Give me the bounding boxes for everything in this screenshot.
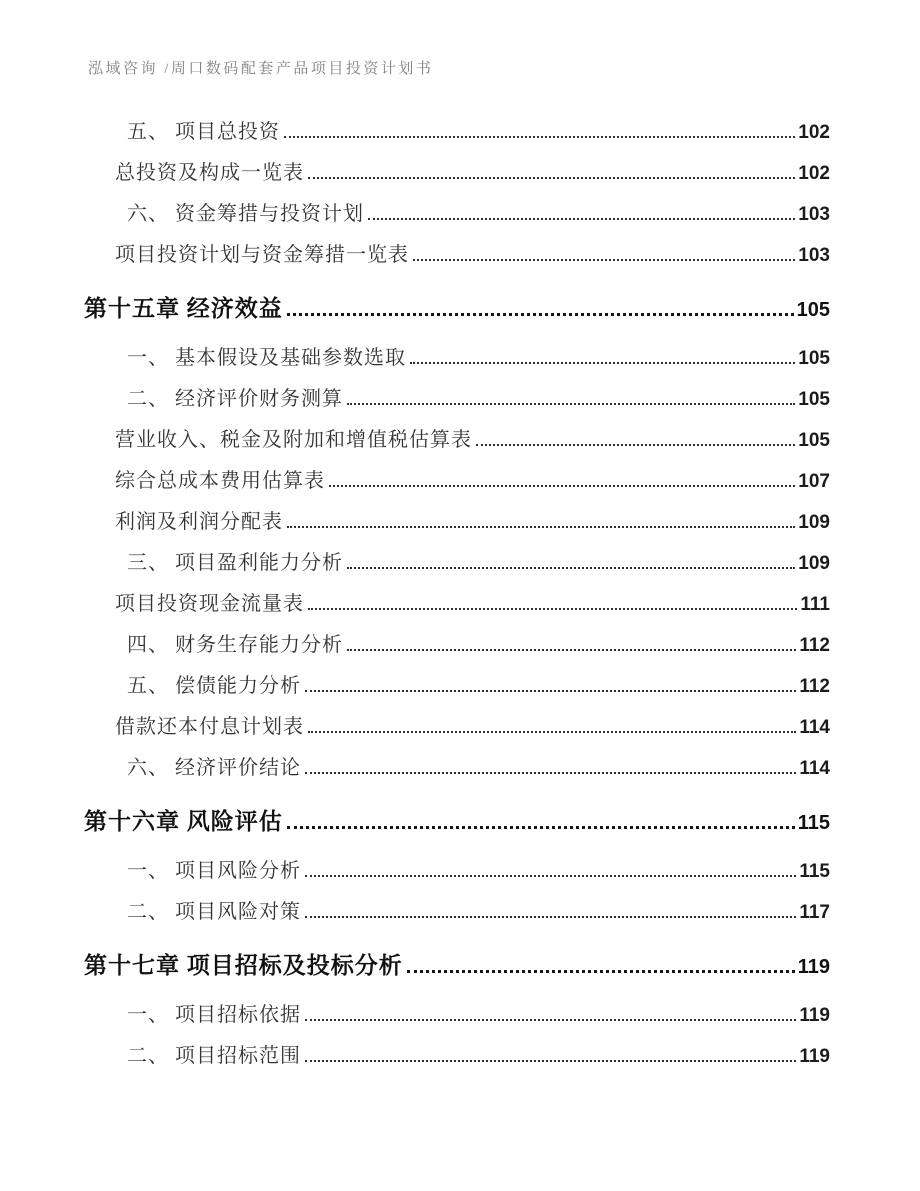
toc-entry-title: 借款还本付息计划表 <box>115 716 304 738</box>
toc-chapter-title: 第十五章 经济效益 <box>84 296 283 321</box>
page-number: 114 <box>799 758 830 779</box>
dot-leader <box>308 731 796 733</box>
toc-entry[interactable] <box>0 584 830 625</box>
page-number: 119 <box>799 1046 830 1067</box>
dot-leader <box>308 608 797 610</box>
toc-entry[interactable] <box>0 338 830 379</box>
toc-entry-title: 综合总成本费用估算表 <box>115 470 325 492</box>
toc-chapter-title: 第十七章 项目招标及投标分析 <box>84 953 403 978</box>
dot-leader <box>284 136 795 138</box>
toc-entry[interactable] <box>0 995 830 1036</box>
toc-entry[interactable] <box>0 851 830 892</box>
toc-entry-title: 一、 项目招标依据 <box>127 1004 301 1026</box>
toc-entry-title: 项目投资现金流量表 <box>115 593 304 615</box>
toc-entry-title: 三、 项目盈利能力分析 <box>127 552 343 574</box>
dot-leader <box>347 649 796 651</box>
toc-entry-title: 一、 项目风险分析 <box>127 860 301 882</box>
toc-entry[interactable] <box>0 892 830 933</box>
toc-entry-title: 六、 经济评价结论 <box>127 757 301 779</box>
page-number: 109 <box>798 512 830 533</box>
dot-leader <box>287 526 795 528</box>
toc-entry[interactable] <box>0 1036 830 1077</box>
page-number: 105 <box>798 348 830 369</box>
dot-leader <box>410 362 795 364</box>
dot-leader <box>305 1060 796 1062</box>
page-number: 115 <box>797 812 830 834</box>
toc-entry[interactable] <box>0 666 830 707</box>
page-number: 114 <box>799 717 830 738</box>
page-number: 103 <box>798 204 830 225</box>
dot-leader <box>305 772 796 774</box>
toc-chapter-entry[interactable] <box>0 945 830 987</box>
page-number: 103 <box>798 245 830 266</box>
toc-entry[interactable] <box>0 748 830 789</box>
dot-leader <box>305 875 796 877</box>
page-number: 109 <box>798 553 830 574</box>
toc-entry-title: 项目投资计划与资金筹措一览表 <box>115 244 409 266</box>
page-number: 105 <box>798 430 830 451</box>
toc-entry[interactable] <box>0 461 830 502</box>
dot-leader <box>287 313 794 316</box>
page-number: 112 <box>799 676 830 697</box>
table-of-contents <box>0 112 830 1077</box>
toc-entry[interactable] <box>0 707 830 748</box>
page-number: 105 <box>796 299 830 321</box>
toc-entry[interactable] <box>0 194 830 235</box>
page-number: 119 <box>799 1005 830 1026</box>
dot-leader <box>368 218 795 220</box>
toc-entry[interactable] <box>0 420 830 461</box>
dot-leader <box>476 444 795 446</box>
toc-entry-title: 五、 偿债能力分析 <box>127 675 301 697</box>
page-number: 107 <box>798 471 830 492</box>
document-header: 泓域咨询 /周口数码配套产品项目投资计划书 <box>88 61 434 77</box>
toc-chapter-title: 第十六章 风险评估 <box>84 809 283 834</box>
toc-entry[interactable] <box>0 112 830 153</box>
dot-leader <box>305 690 796 692</box>
dot-leader <box>287 826 795 829</box>
toc-entry[interactable] <box>0 502 830 543</box>
toc-entry[interactable] <box>0 543 830 584</box>
page-number: 115 <box>799 861 830 882</box>
toc-entry-title: 二、 项目风险对策 <box>127 901 301 923</box>
page-number: 102 <box>798 163 830 184</box>
toc-entry[interactable] <box>0 153 830 194</box>
toc-entry-title: 二、 项目招标范围 <box>127 1045 301 1067</box>
page-number: 119 <box>797 956 830 978</box>
dot-leader <box>305 1019 796 1021</box>
toc-entry-title: 营业收入、税金及附加和增值税估算表 <box>115 429 472 451</box>
page-number: 117 <box>799 902 830 923</box>
toc-entry[interactable] <box>0 379 830 420</box>
dot-leader <box>407 970 795 973</box>
page-number: 105 <box>798 389 830 410</box>
page-number: 111 <box>800 594 830 615</box>
toc-chapter-entry[interactable] <box>0 288 830 330</box>
dot-leader <box>347 403 795 405</box>
toc-entry-title: 六、 资金筹措与投资计划 <box>127 203 364 225</box>
toc-entry[interactable] <box>0 235 830 276</box>
toc-entry-title: 利润及利润分配表 <box>115 511 283 533</box>
dot-leader <box>413 259 795 261</box>
page-number: 112 <box>799 635 830 656</box>
toc-chapter-entry[interactable] <box>0 801 830 843</box>
toc-entry[interactable] <box>0 625 830 666</box>
dot-leader <box>305 916 796 918</box>
dot-leader <box>308 177 795 179</box>
toc-entry-title: 二、 经济评价财务测算 <box>127 388 343 410</box>
toc-entry-title: 五、 项目总投资 <box>127 121 280 143</box>
dot-leader <box>347 567 795 569</box>
page-number: 102 <box>798 122 830 143</box>
toc-entry-title: 四、 财务生存能力分析 <box>127 634 343 656</box>
dot-leader <box>329 485 795 487</box>
toc-entry-title: 总投资及构成一览表 <box>115 162 304 184</box>
toc-entry-title: 一、 基本假设及基础参数选取 <box>127 347 406 369</box>
